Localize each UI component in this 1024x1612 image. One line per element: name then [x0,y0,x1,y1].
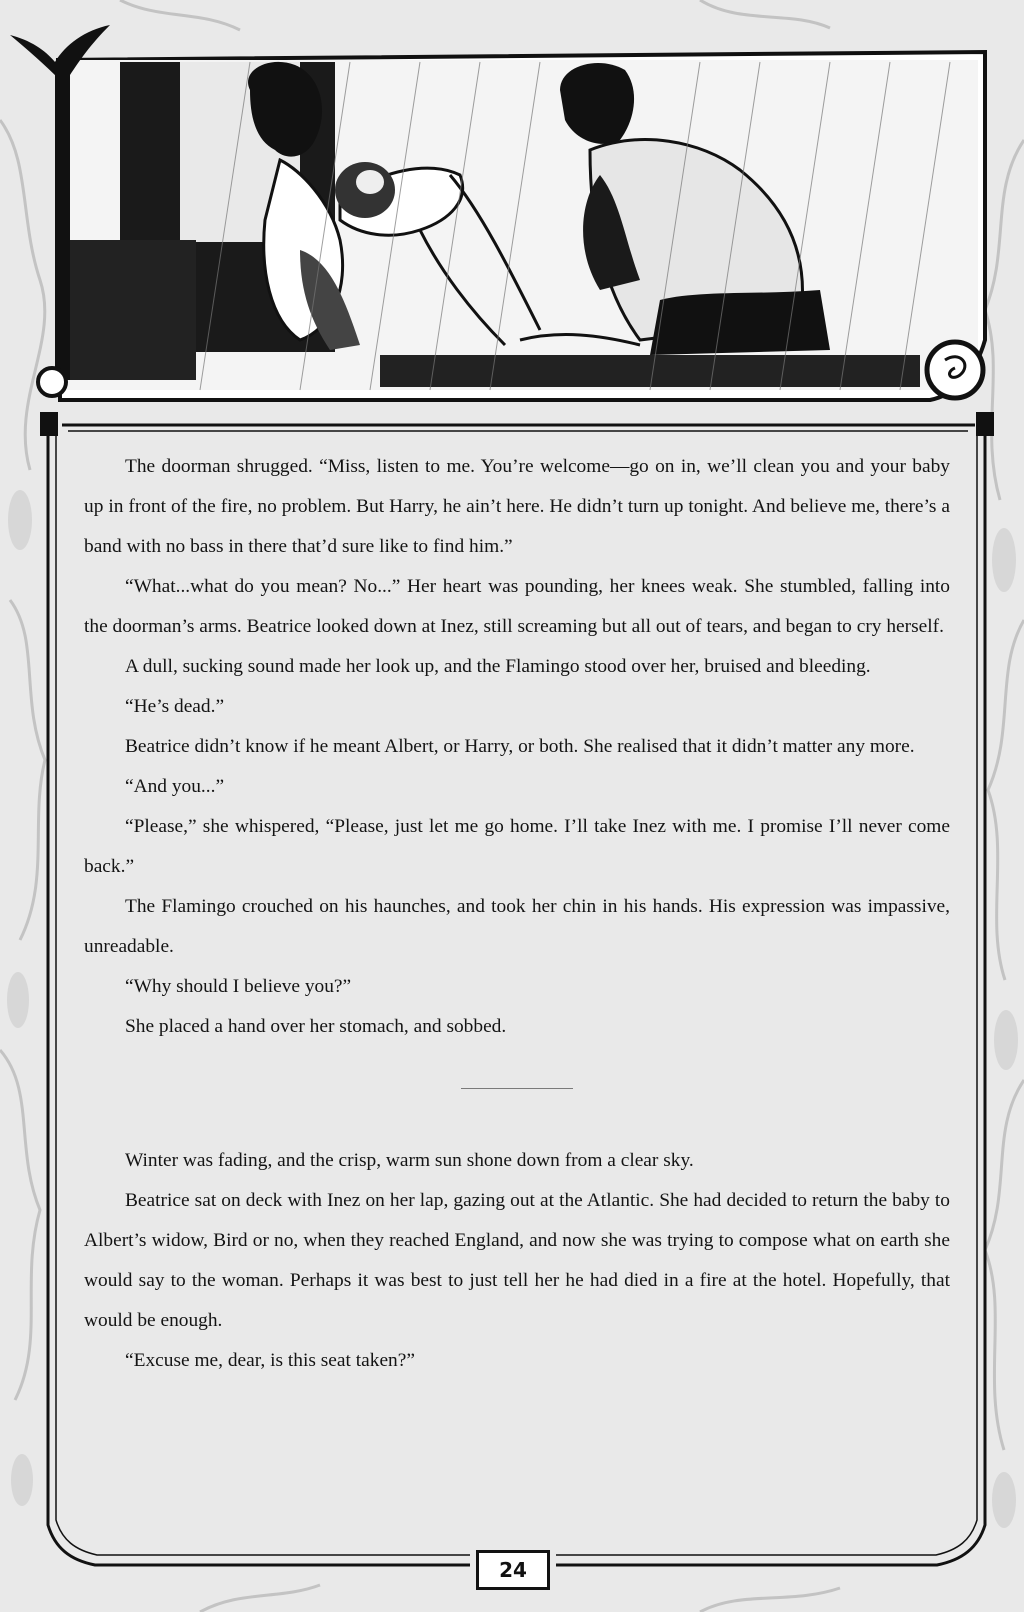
paragraph: She placed a hand over her stomach, and sobbed. [125,1016,507,1037]
paragraph: Beatrice sat on deck with Inez on her lap, gazing out at the Atlantic. She had decided to return the baby to Albert’s widow, Bird or no, when they reached England, and now she was trying to compose what on earth she would say to the woman. Perhaps it was best to just tell her he had died in a fire at the hotel. Hopefully, that would be enough. [84,1190,950,1331]
scene-break-divider [461,1088,573,1089]
paragraph: “He’s dead.” [125,696,225,717]
paragraph: “Excuse me, dear, is this seat taken?” [125,1350,415,1371]
page-number: 24 [476,1550,550,1590]
paragraph: “Why should I believe you?” [125,976,352,997]
paragraph: A dull, sucking sound made her look up, and the Flamingo stood over her, bruised and bleeding. [125,656,871,677]
paragraph: “And you...” [125,776,225,797]
story-text [84,447,950,1381]
paragraph: “What...what do you mean? No...” Her heart was pounding, her knees weak. She stumbled, falling into the doorman’s arms. Beatrice looked down at Inez, still screaming but all out of tears, and began to cry herself. [84,576,950,637]
paragraph: The Flamingo crouched on his haunches, and took her chin in his hands. His expression was impassive, unreadable. [84,896,950,957]
paragraph: “Please,” she whispered, “Please, just let me go home. I’ll take Inez with me. I promise I’ll never come back.” [84,816,950,877]
paragraph: Beatrice didn’t know if he meant Albert, or Harry, or both. She realised that it didn’t matter any more. [125,736,915,757]
paragraph: Winter was fading, and the crisp, warm sun shone down from a clear sky. [125,1150,694,1171]
paragraph: The doorman shrugged. “Miss, listen to me. You’re welcome—go on in, we’ll clean you and your baby up in front of the fire, no problem. But Harry, he ain’t here. He didn’t turn up tonight. And believe me, there’s a band with no bass in there that’d sure like to find him.” [84,456,950,557]
